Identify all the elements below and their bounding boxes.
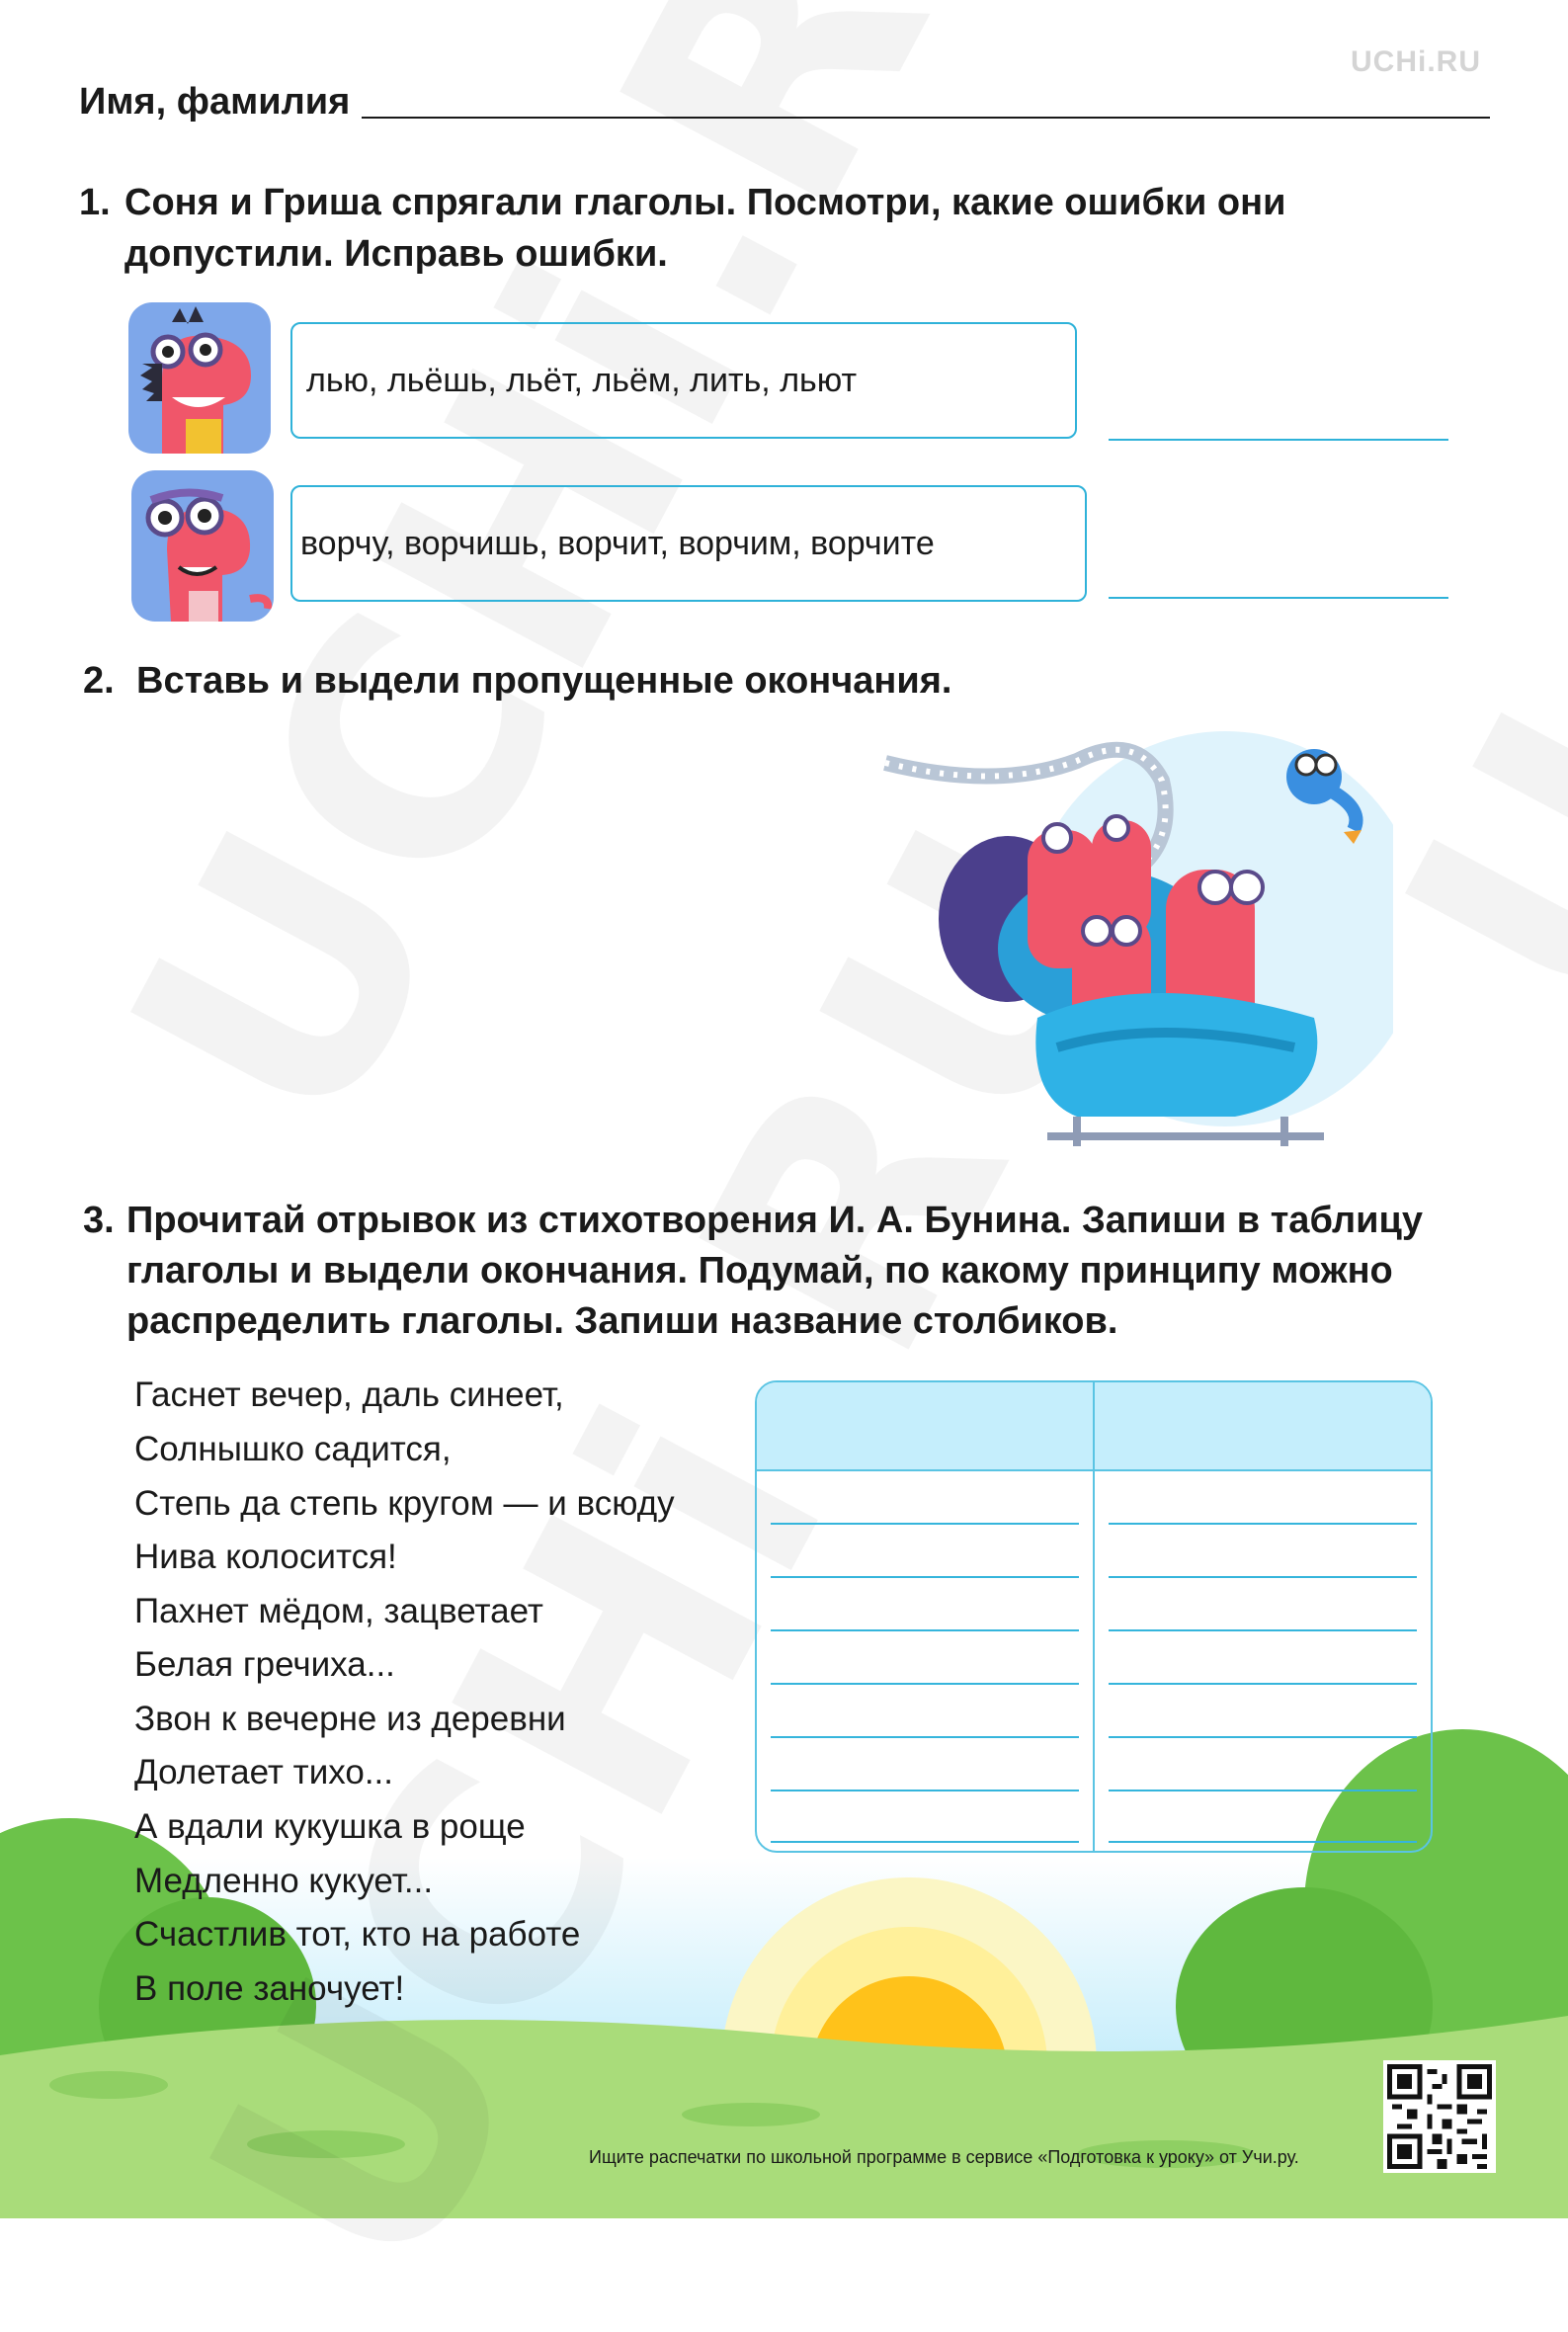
verb-table <box>755 1380 1433 1853</box>
correction-line-2[interactable] <box>1109 597 1448 599</box>
table-write-line[interactable] <box>1109 1629 1417 1631</box>
table-write-line[interactable] <box>1109 1523 1417 1525</box>
poem-line: Солнышко садится, <box>134 1430 452 1468</box>
task-3-text-line-1: Прочитай отрывок из стихотворения И. А. Бунина. Запиши в таблицу <box>126 1200 1423 1241</box>
table-write-line[interactable] <box>771 1523 1079 1525</box>
brand-logo: UCHi.RU <box>1351 45 1481 78</box>
roller-coaster-illustration <box>879 721 1393 1166</box>
poem-line: Степь да степь кругом — и всюду <box>134 1484 675 1523</box>
poem-line: Белая гречиха... <box>134 1645 395 1684</box>
poem-line: Медленно кукует... <box>134 1862 434 1900</box>
table-write-line[interactable] <box>771 1790 1079 1791</box>
poem-line: В поле заночует! <box>134 1969 405 2008</box>
footer-note: Ищите распечатки по школьной программе в сервисе «Подготовка к уроку» от Учи.ру. <box>589 2147 1299 2167</box>
qr-code[interactable] <box>1383 2060 1496 2173</box>
poem-line: Нива колосится! <box>134 1538 397 1576</box>
answer-box-1 <box>290 322 1077 439</box>
task-3 <box>83 1196 1506 1354</box>
task-1-text-line-2: допустили. Исправь ошибки. <box>124 233 668 275</box>
table-write-line[interactable] <box>1109 1736 1417 1738</box>
task-1-number: 1. <box>79 182 111 223</box>
table-write-line[interactable] <box>1109 1841 1417 1843</box>
task-2-text: Вставь и выдели пропущенные окончания. <box>136 660 952 702</box>
table-write-line[interactable] <box>1109 1576 1417 1578</box>
task-1 <box>79 178 1502 287</box>
table-write-line[interactable] <box>771 1736 1079 1738</box>
task-3-text-line-2: глаголы и выдели окончания. Подумай, по какому принципу можно <box>126 1250 1393 1291</box>
name-field-label: Имя, фамилия <box>79 81 351 123</box>
conjugation-text-2: ворчу, ворчишь, ворчит, ворчим, ворчите <box>300 524 935 562</box>
task-2 <box>83 656 1170 708</box>
table-write-line[interactable] <box>771 1683 1079 1685</box>
task-1-text-line-1: Соня и Гриша спрягали глаголы. Посмотри, какие ошибки они <box>124 182 1286 223</box>
poem-line: Звон к вечерне из деревни <box>134 1700 566 1738</box>
poem-line: Счастлив тот, кто на работе <box>134 1915 581 1954</box>
task-3-number: 3. <box>83 1200 115 1241</box>
poem-line: Гаснет вечер, даль синеет, <box>134 1375 564 1414</box>
poem-line: Долетает тихо... <box>134 1753 394 1791</box>
task-2-number: 2. <box>83 660 115 702</box>
table-write-line[interactable] <box>1109 1683 1417 1685</box>
correction-line-1[interactable] <box>1109 439 1448 441</box>
table-column-divider <box>1093 1382 1095 1851</box>
avatar-grisha <box>131 470 274 622</box>
poem-line: А вдали кукушка в роще <box>134 1807 526 1846</box>
poem-line: Пахнет мёдом, зацветает <box>134 1592 543 1630</box>
answer-box-2 <box>290 485 1087 602</box>
task-3-text-line-3: распределить глаголы. Запиши название столбиков. <box>126 1300 1118 1342</box>
table-write-line[interactable] <box>771 1576 1079 1578</box>
table-write-line[interactable] <box>771 1629 1079 1631</box>
table-write-line[interactable] <box>1109 1790 1417 1791</box>
name-field-line[interactable] <box>362 117 1490 119</box>
table-write-line[interactable] <box>771 1841 1079 1843</box>
avatar-sonya <box>128 302 271 454</box>
conjugation-text-1: лью, льёшь, льёт, льём, лить, льют <box>306 361 858 399</box>
